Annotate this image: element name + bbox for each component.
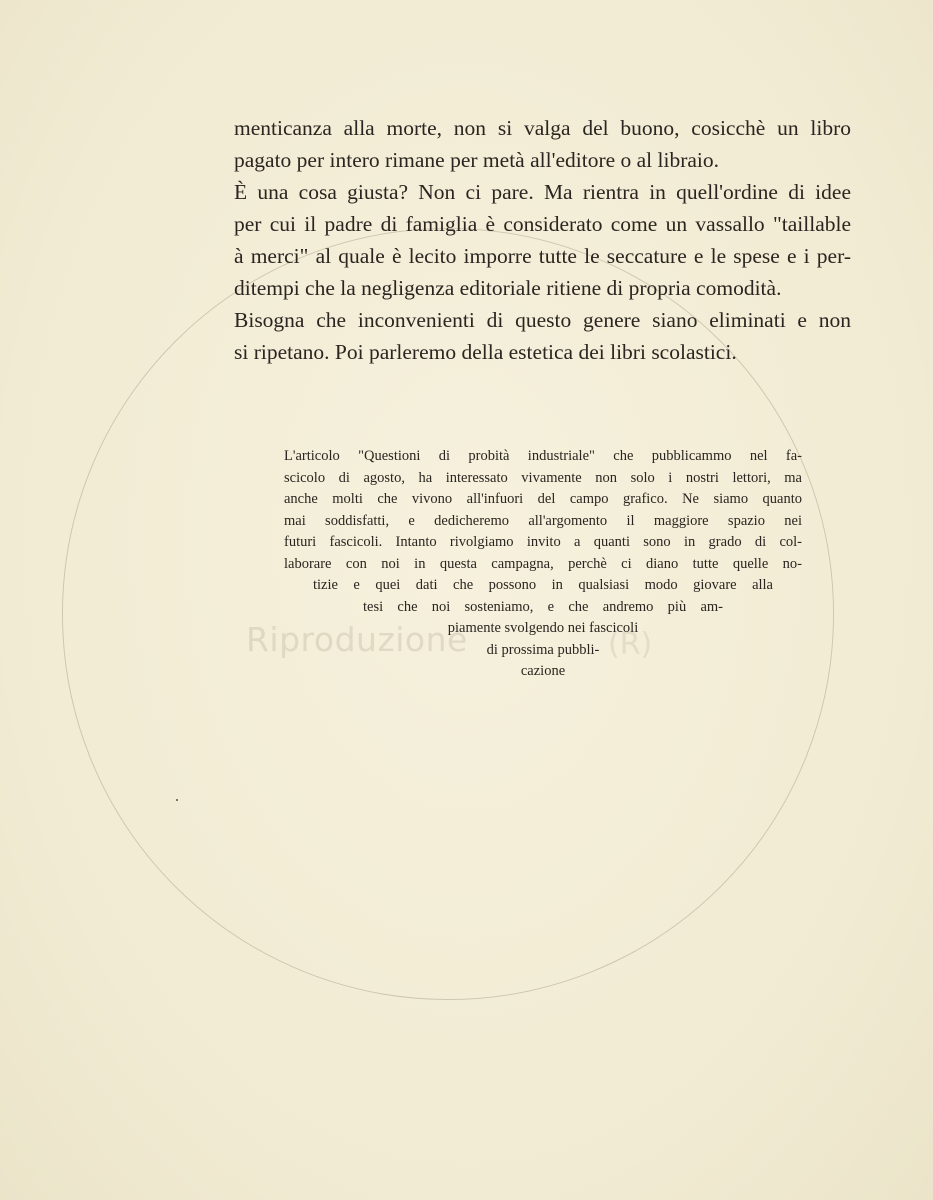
body-line: si ripetano. Poi parleremo della estetica dei libri scolastici. xyxy=(234,340,737,364)
body-line: menticanza alla morte, non si valga del buono, cosicchè un libro xyxy=(234,116,851,140)
note-line: laborare con noi in questa campagna, perchè ci diano tutte quelle no- xyxy=(284,555,802,572)
body-line: pagato per intero rimane per metà all'editore o al libraio. xyxy=(234,148,720,172)
note-line: tizie e quei dati che possono in qualsiasi modo giovare alla xyxy=(313,577,773,593)
note-line: tesi che noi sosteniamo, e che andremo più am- xyxy=(363,598,723,615)
note-line: cazione xyxy=(520,663,566,679)
note-line: mai soddisfatti, e dedicheremo all'argomento il maggiore spazio nei xyxy=(284,512,802,529)
watermark-text: Riproduzione xyxy=(246,620,468,659)
body-line: ditempi che la negligenza editoriale ritiene di propria comodità. xyxy=(234,276,782,300)
body-line: Bisogna che inconvenienti di questo genere siano eliminati e non xyxy=(234,308,851,332)
editorial-note xyxy=(283,446,803,683)
note-line: scicolo di agosto, ha interessato vivamente non solo i nostri lettori, ma xyxy=(284,469,802,486)
note-line: futuri fascicoli. Intanto rivolgiamo invito a quanti sono in grado di col- xyxy=(284,534,802,550)
body-line: à merci" al quale è lecito imporre tutte le seccature e le spese e i per- xyxy=(234,244,851,268)
note-line: L'articolo "Questioni di probità industriale" che pubblicammo nel fa- xyxy=(284,448,802,464)
body-line: per cui il padre di famiglia è considerato come un vassallo "taillable xyxy=(234,212,851,236)
note-line: di prossima pubbli- xyxy=(486,641,600,658)
body-paragraph xyxy=(234,112,851,368)
body-line: È una cosa giusta? Non ci pare. Ma rientra in quell'ordine di idee xyxy=(234,180,851,204)
watermark-registered-mark: (R) xyxy=(608,627,653,662)
note-line: piamente svolgendo nei fascicoli xyxy=(447,620,639,636)
paper-speck xyxy=(176,799,178,801)
note-line: anche molti che vivono all'infuori del campo grafico. Ne siamo quanto xyxy=(284,491,802,507)
